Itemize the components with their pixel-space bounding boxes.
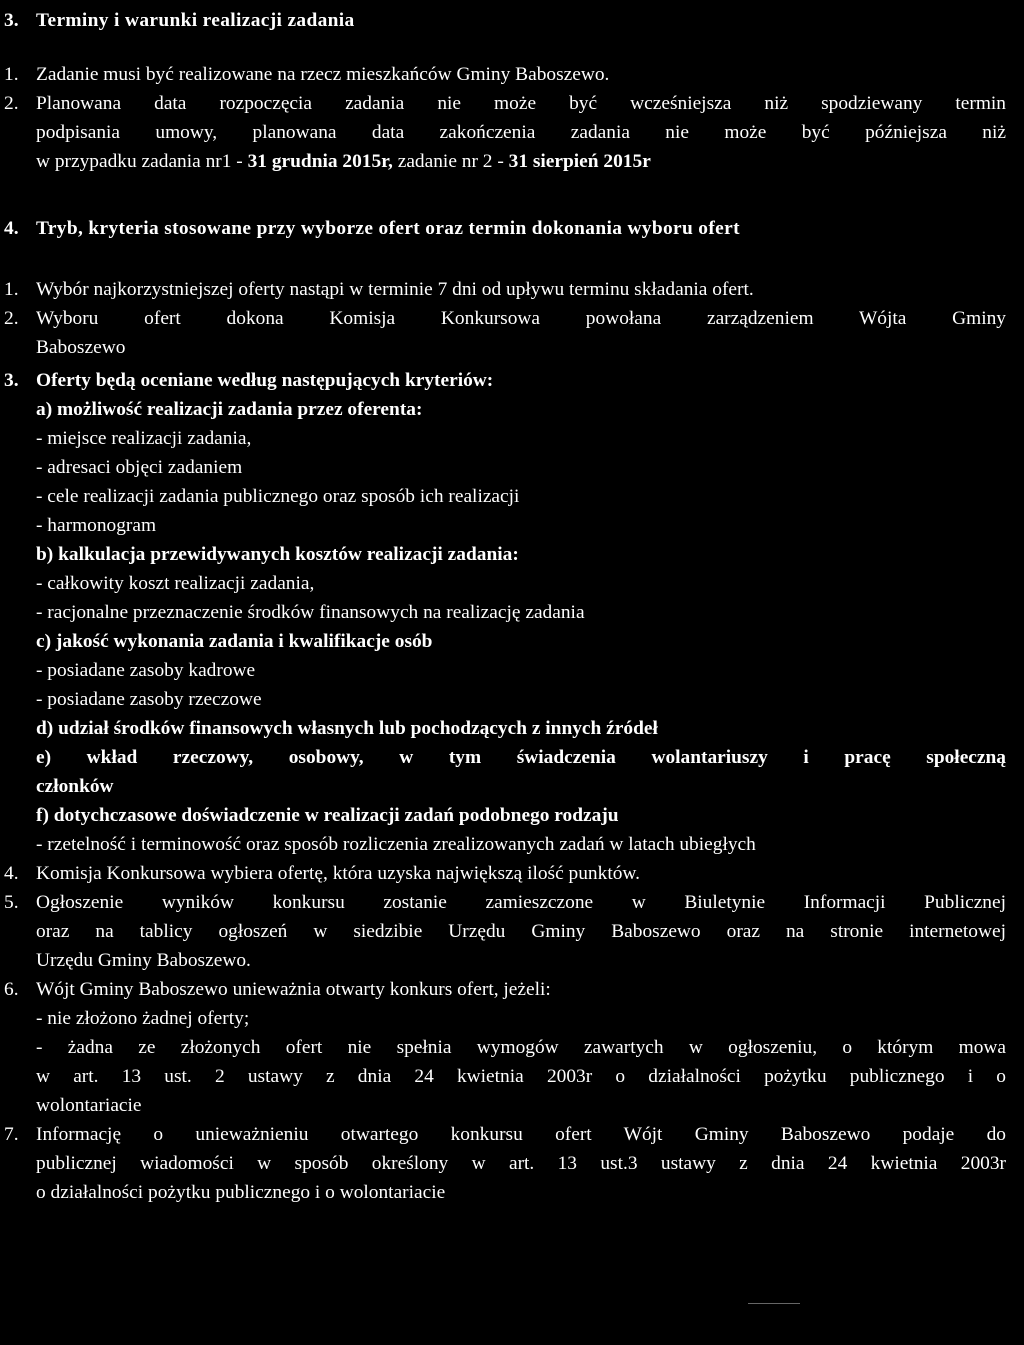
criterion-e: e) wkład rzeczowy, osobowy, w tym świadczenia wolantariuszy i pracę społeczną bbox=[36, 747, 1006, 768]
item-number: 2. bbox=[4, 93, 19, 114]
section-title: Terminy i warunki realizacji zadania bbox=[36, 10, 355, 31]
text-line: o działalności pożytku publicznego i o wolontariacie bbox=[36, 1182, 446, 1203]
item-number: 2. bbox=[4, 308, 19, 329]
text-line: Ogłoszenie wyników konkursu zostanie zamieszczone w Biuletynie Informacji Publicznej bbox=[36, 892, 1006, 913]
date-deadline-2: 31 sierpień 2015r bbox=[508, 151, 651, 172]
list-item bbox=[0, 859, 1006, 888]
criterion-detail: - posiadane zasoby kadrowe bbox=[36, 660, 256, 681]
date-deadline-1: 31 grudnia 2015r, bbox=[247, 151, 393, 172]
criterion-detail: - rzetelność i terminowość oraz sposób rozliczenia zrealizowanych zadań w latach ubiegłych bbox=[36, 834, 756, 855]
section-title: Tryb, kryteria stosowane przy wyborze ofert oraz termin dokonania wyboru ofert bbox=[36, 218, 740, 239]
list-item bbox=[0, 275, 1006, 304]
criterion-detail: - posiadane zasoby rzeczowe bbox=[36, 689, 262, 710]
item-text: Komisja Konkursowa wybiera ofertę, która uzyska największą ilość punktów. bbox=[36, 863, 640, 884]
text-line: Urzędu Gminy Baboszewo. bbox=[36, 950, 251, 971]
text-line: Wyboru ofert dokona Komisja Konkursowa powołana zarządzeniem Wójta Gminy bbox=[36, 308, 1006, 329]
item-text bbox=[36, 1120, 1006, 1207]
list-item bbox=[0, 975, 1006, 1120]
item-number: 3. bbox=[4, 370, 19, 391]
list-item bbox=[0, 366, 1006, 859]
item-text bbox=[36, 888, 1006, 975]
criterion-e-cont: członków bbox=[36, 776, 114, 797]
section-number: 3. bbox=[4, 10, 19, 31]
criterion-detail: - harmonogram bbox=[36, 515, 157, 536]
list-item bbox=[0, 89, 1006, 176]
text-line: - żadna ze złożonych ofert nie spełnia wymogów zawartych w ogłoszeniu, o którym mowa bbox=[36, 1037, 1006, 1058]
item-number: 1. bbox=[4, 279, 19, 300]
text-line: Planowana data rozpoczęcia zadania nie może być wcześniejsza niż spodziewany termin bbox=[36, 93, 1006, 114]
criterion-detail: - miejsce realizacji zadania, bbox=[36, 428, 252, 449]
item-text bbox=[36, 366, 1006, 859]
item-text bbox=[36, 304, 1006, 362]
scan-mark bbox=[748, 1303, 800, 1304]
criterion-detail: - cele realizacji zadania publicznego oraz sposób ich realizacji bbox=[36, 486, 520, 507]
text-line: - nie złożono żadnej oferty; bbox=[36, 1008, 250, 1029]
item-text bbox=[36, 975, 1006, 1120]
item-text: Zadanie musi być realizowane na rzecz mieszkańców Gminy Baboszewo. bbox=[36, 64, 610, 85]
criterion-d: d) udział środków finansowych własnych lub pochodzących z innych źródeł bbox=[36, 718, 658, 739]
text-line bbox=[36, 147, 1006, 176]
item-number: 6. bbox=[4, 979, 19, 1000]
text-line: Wójt Gminy Baboszewo unieważnia otwarty konkurs ofert, jeżeli: bbox=[36, 979, 551, 1000]
list-item bbox=[0, 888, 1006, 975]
text-line: podpisania umowy, planowana data zakończenia zadania nie może być późniejsza niż bbox=[36, 122, 1006, 143]
text-line: oraz na tablicy ogłoszeń w siedzibie Urzędu Gminy Baboszewo oraz na stronie internetowej bbox=[36, 921, 1006, 942]
criterion-b: b) kalkulacja przewidywanych kosztów realizacji zadania: bbox=[36, 544, 519, 565]
text-span: zadanie nr 2 - bbox=[392, 151, 509, 172]
criteria-title: Oferty będą oceniane według następujących kryteriów: bbox=[36, 370, 494, 391]
text-line: wolontariacie bbox=[36, 1095, 142, 1116]
criterion-detail: - adresaci objęci zadaniem bbox=[36, 457, 243, 478]
text-line: Informację o unieważnieniu otwartego konkursu ofert Wójt Gminy Baboszewo podaje do bbox=[36, 1124, 1006, 1145]
text-span: w przypadku zadania nr1 - bbox=[36, 151, 248, 172]
text-line: publicznej wiadomości w sposób określony w art. 13 ust.3 ustawy z dnia 24 kwietnia 2003r bbox=[36, 1153, 1006, 1174]
list-item bbox=[0, 60, 1006, 89]
item-number: 1. bbox=[4, 64, 19, 85]
criterion-a: a) możliwość realizacji zadania przez oferenta: bbox=[36, 399, 423, 420]
text-line: w art. 13 ust. 2 ustawy z dnia 24 kwietnia 2003r o działalności pożytku publicznego i o bbox=[36, 1066, 1006, 1087]
item-text bbox=[36, 89, 1006, 176]
item-number: 7. bbox=[4, 1124, 19, 1145]
list-item bbox=[0, 304, 1006, 362]
text-line: Baboszewo bbox=[36, 337, 126, 358]
criterion-detail: - racjonalne przeznaczenie środków finansowych na realizację zadania bbox=[36, 602, 585, 623]
criterion-c: c) jakość wykonania zadania i kwalifikacje osób bbox=[36, 631, 433, 652]
list-item bbox=[0, 1120, 1006, 1207]
criterion-f: f) dotychczasowe doświadczenie w realizacji zadań podobnego rodzaju bbox=[36, 805, 619, 826]
criterion-detail: - całkowity koszt realizacji zadania, bbox=[36, 573, 315, 594]
item-number: 4. bbox=[4, 863, 19, 884]
section-number: 4. bbox=[4, 218, 19, 239]
item-number: 5. bbox=[4, 892, 19, 913]
item-text: Wybór najkorzystniejszej oferty nastąpi w terminie 7 dni od upływu terminu składania ofert. bbox=[36, 279, 754, 300]
